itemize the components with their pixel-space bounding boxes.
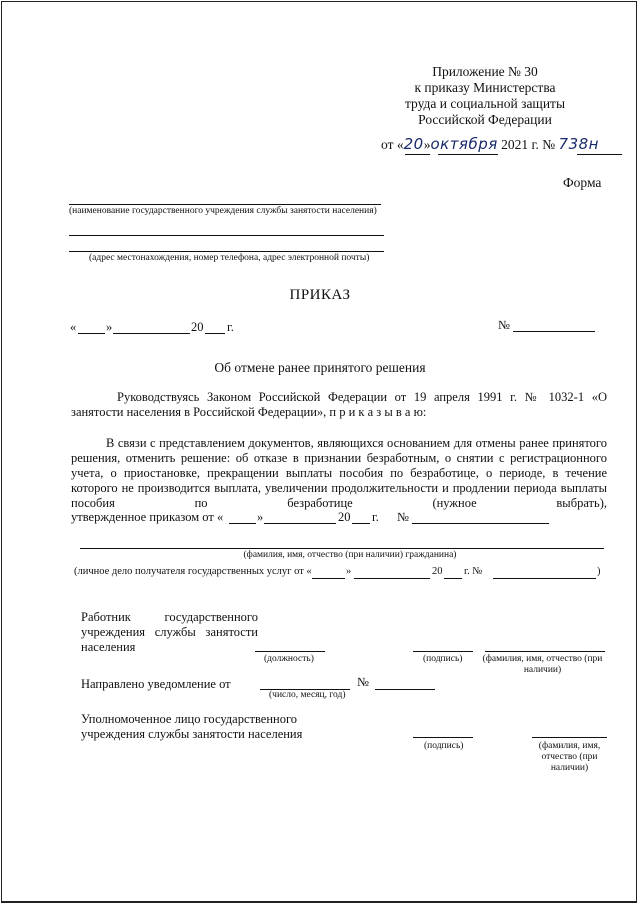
- notice-label: Направлено уведомление от: [81, 677, 231, 691]
- subject-heading: Об отмене ранее принятого решения: [214, 360, 426, 375]
- personal-file-prefix: (личное дело получателя государственных услуг от «: [74, 566, 312, 577]
- authorized-signature-caption: (подпись): [424, 741, 464, 751]
- approved-month-line: [264, 523, 336, 524]
- approval-number: 738н: [558, 135, 599, 153]
- approved-day-line: [229, 523, 256, 524]
- paragraph-2: В связи с представлением документов, являющихся основанием для отмены ранее принятого решения, отменить решение: об отказе в признании безработным, о снятии с регистрационного учета, о приостановке, прекращении выплаты пособия по безработице, о периоде, в течение которого не производится выплата, увеличении продолжительности и продлении периода выплаты пособия по безработице (нужное выбрать),: [71, 436, 607, 510]
- order-date-close: »: [106, 320, 113, 334]
- personal-file-close: »: [346, 566, 352, 577]
- personal-file-day-line: [312, 578, 345, 579]
- worker-name-line: [485, 651, 605, 652]
- approval-date-year: 2021 г. №: [501, 137, 556, 152]
- approved-number-line: [412, 523, 549, 524]
- approval-date-mid: »: [423, 137, 431, 152]
- order-date-year-line: [205, 333, 225, 334]
- notice-number-label: №: [357, 675, 369, 689]
- authorized-name-line: [532, 737, 607, 738]
- worker-signature-caption: (подпись): [423, 654, 463, 664]
- address-line-1: [69, 235, 384, 236]
- approval-line-3: труда и социальной защиты: [404, 96, 566, 111]
- approved-by-order-prefix: утвержденное приказом от «: [71, 510, 224, 524]
- personal-file-year-line: [444, 578, 462, 579]
- personal-file-month-line: [354, 578, 430, 579]
- paragraph-1: Руководствуясь Законом Российской Федерации от 19 апреля 1991 г. № 1032-1 «О занятости населения в Российской Федерации», п р и к а з ы в а ю:: [71, 390, 607, 419]
- worker-label: Работник государственного учреждения службы занятости населения: [81, 610, 258, 654]
- approved-number-label: №: [397, 510, 409, 524]
- approval-block: [380, 64, 590, 128]
- personal-file-year: 20: [432, 566, 443, 577]
- address-caption: (адрес местонахождения, номер телефона, адрес электронной почты): [89, 253, 370, 263]
- approval-date-prefix: от «: [381, 137, 404, 152]
- worker-position-caption: (должность): [264, 654, 314, 664]
- worker-signature-line: [413, 651, 473, 652]
- authorized-signature-line: [413, 737, 473, 738]
- approved-year-line: [352, 523, 370, 524]
- worker-position-line: [255, 651, 325, 652]
- order-date-month-line: [113, 333, 190, 334]
- order-title: ПРИКАЗ: [289, 287, 351, 303]
- notice-date-caption: (число, месяц, год): [269, 690, 346, 700]
- approval-date-line: [381, 136, 631, 153]
- order-date-year-suffix: г.: [227, 320, 234, 334]
- approval-date-day: 20: [403, 135, 424, 153]
- personal-file-end: ): [597, 566, 601, 577]
- authorized-label: Уполномоченное лицо государственного учреждения службы занятости населения: [81, 712, 303, 741]
- approval-underline-number: [577, 154, 622, 155]
- approved-year-prefix: 20: [338, 510, 351, 524]
- approval-underline-day: [405, 154, 430, 155]
- form-label: Форма: [563, 175, 602, 190]
- citizen-caption: (фамилия, имя, отчество (при наличии) гражданина): [243, 550, 457, 560]
- approved-date-close: »: [257, 510, 264, 524]
- order-date-open: «: [70, 320, 77, 334]
- approval-underline-month: [438, 154, 498, 155]
- address-line-2: [69, 251, 384, 252]
- personal-file-number-line: [493, 578, 596, 579]
- institution-line: [69, 204, 381, 205]
- authorized-name-caption: (фамилия, имя, отчество (при наличии): [538, 741, 601, 773]
- order-date-year-prefix: 20: [191, 320, 204, 334]
- order-number-line: [513, 331, 595, 332]
- approval-line-2: к приказу Министерства: [414, 80, 556, 95]
- worker-name-caption: (фамилия, имя, отчество (при наличии): [482, 654, 603, 675]
- approval-line-4: Российской Федерации: [418, 112, 552, 127]
- order-number-label: №: [498, 318, 510, 332]
- approval-line-1: Приложение № 30: [432, 64, 538, 79]
- order-date-day-line: [78, 333, 105, 334]
- approved-year-g: г.: [372, 510, 379, 524]
- institution-caption: (наименование государственного учреждения службы занятости населения): [69, 206, 377, 216]
- citizen-name-line: [80, 548, 604, 549]
- personal-file-g-number: г. №: [464, 566, 483, 577]
- notice-number-line: [375, 689, 435, 690]
- approval-date-month: октября: [430, 135, 498, 153]
